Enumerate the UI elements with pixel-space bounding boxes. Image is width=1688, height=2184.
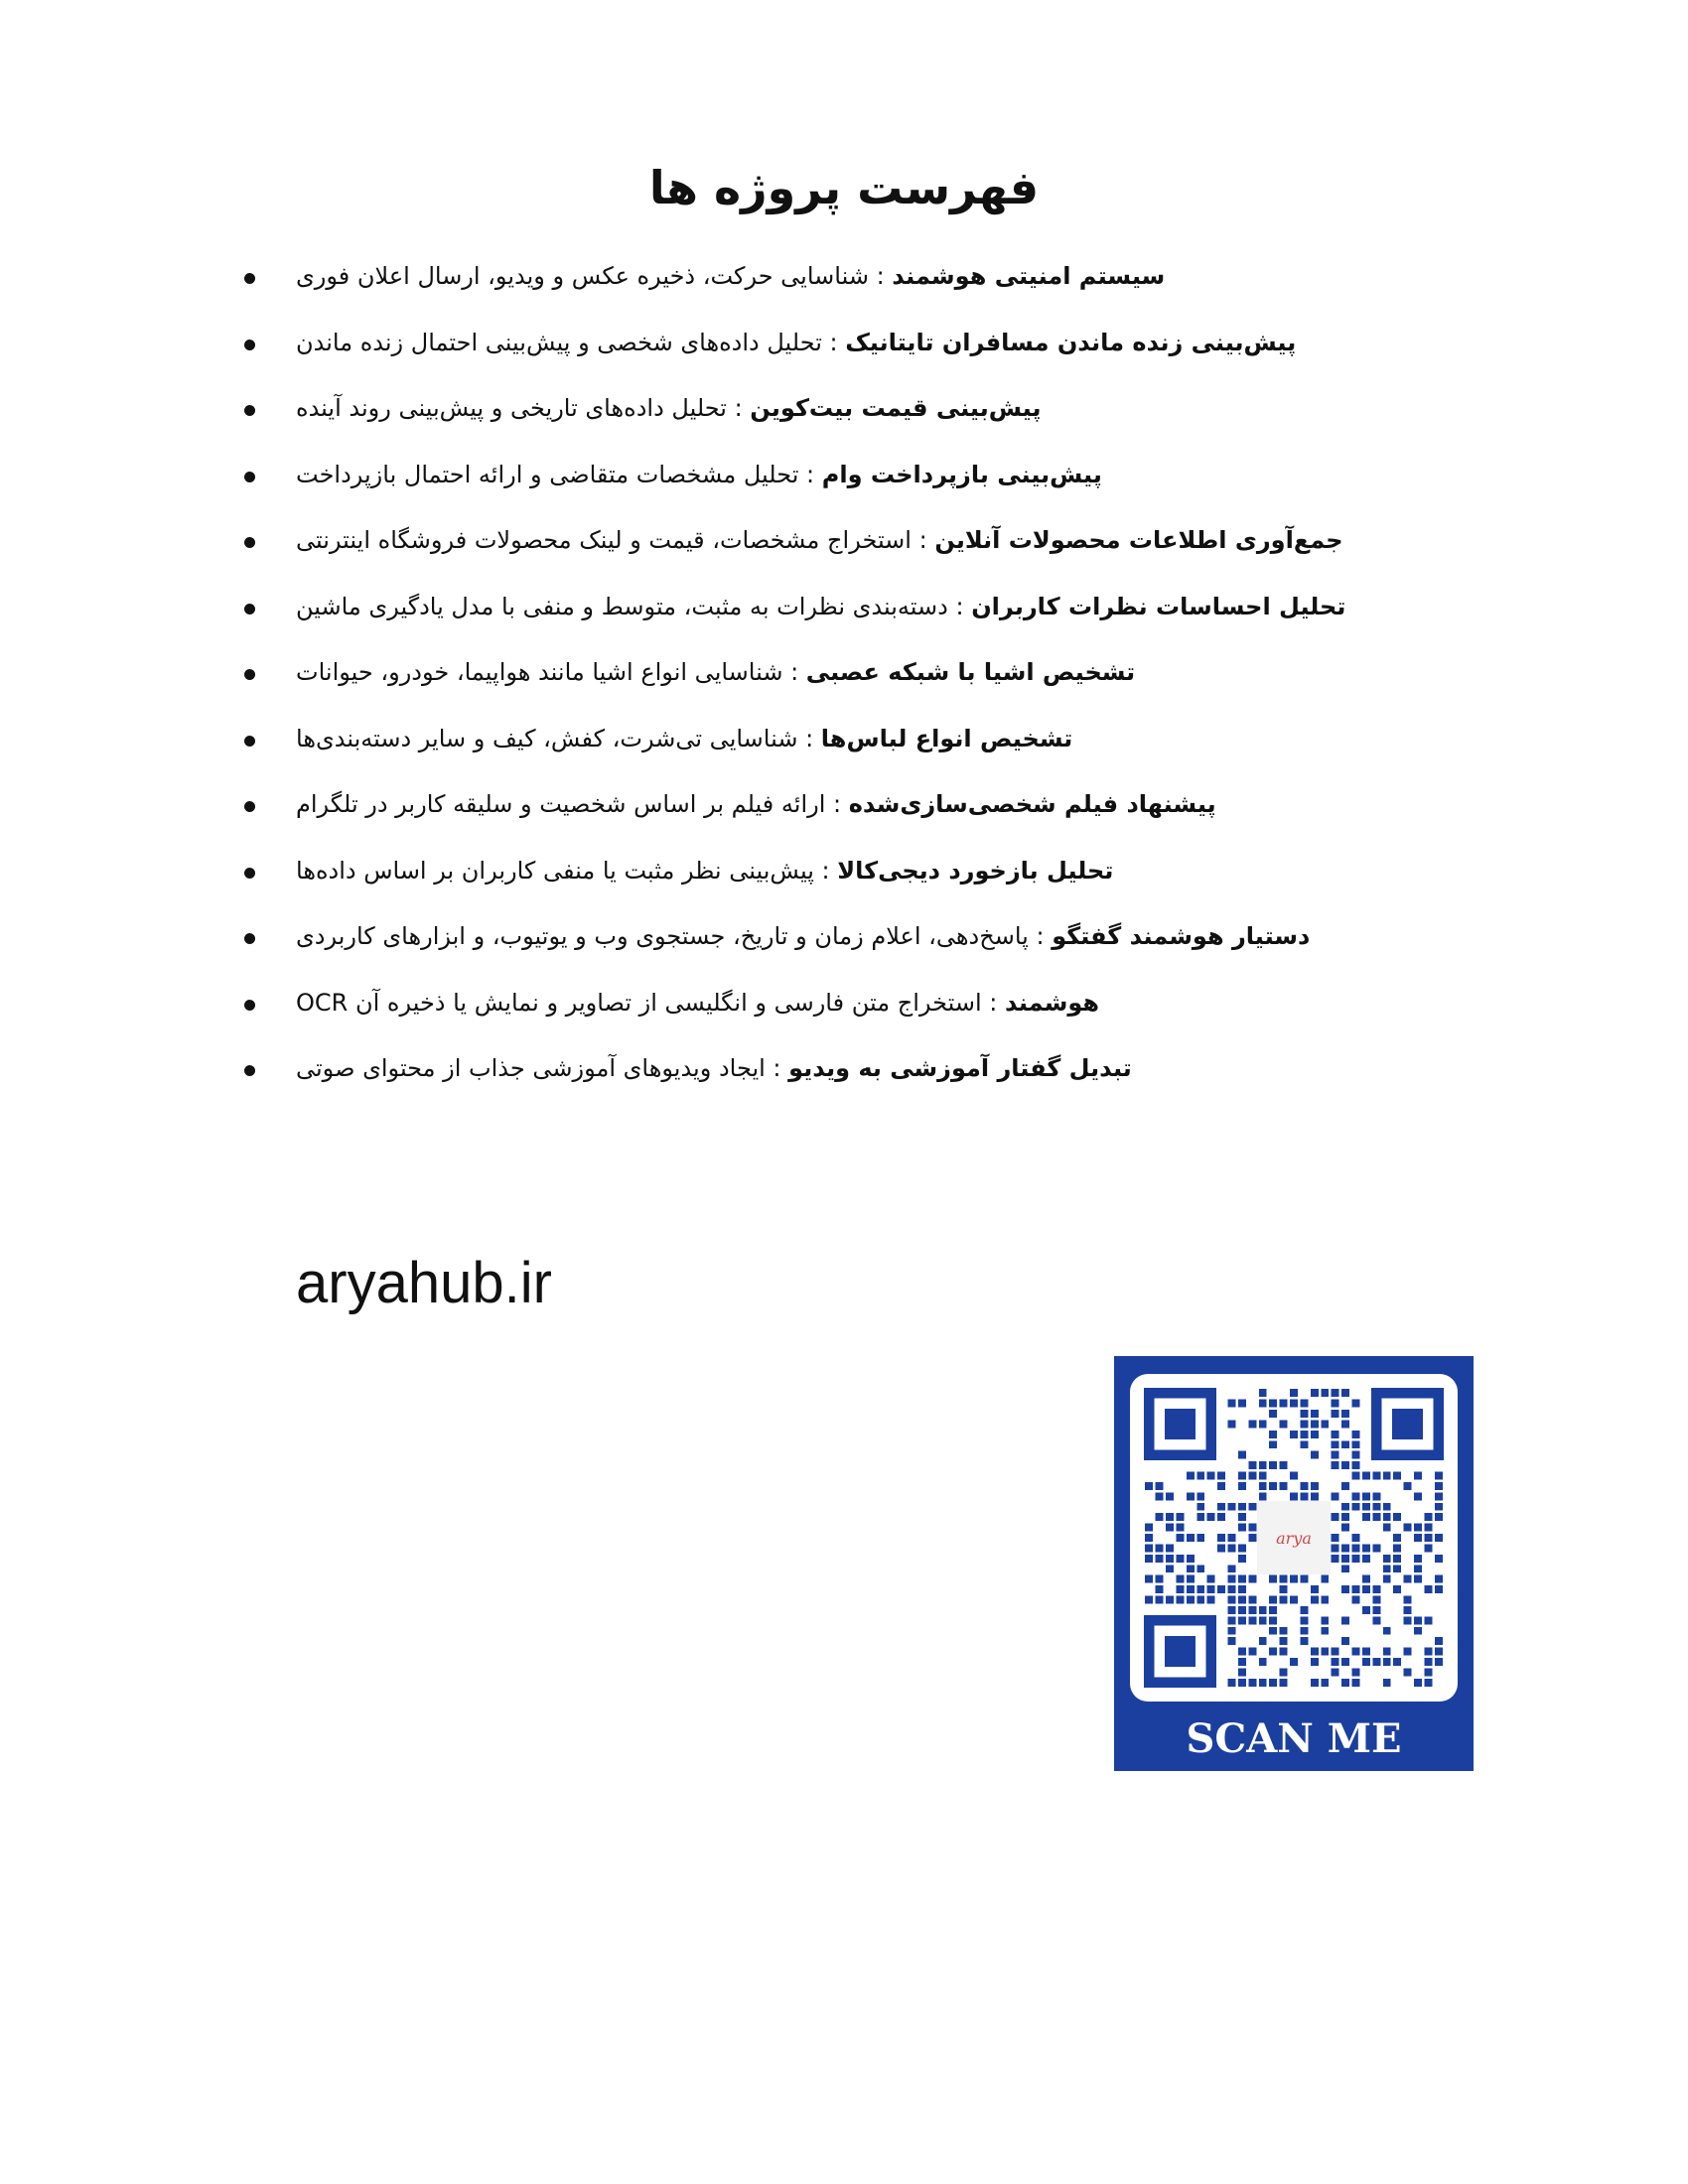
page-title: فهرست پروژه ها	[648, 161, 1040, 214]
bullet-icon	[244, 405, 255, 416]
project-title: تبدیل گفتار آموزشی به ویدیو	[788, 1054, 1132, 1082]
bullet-icon	[244, 868, 255, 879]
project-title: سیستم امنیتی هوشمند	[892, 262, 1166, 290]
list-item-text	[296, 253, 1410, 299]
project-title: پیش‌بینی بازپرداخت وام	[821, 460, 1102, 488]
separator: :	[798, 460, 822, 488]
bullet-icon	[244, 669, 255, 680]
project-title: هوشمند	[1004, 988, 1100, 1017]
bullet-icon	[244, 604, 255, 614]
list-item	[238, 1045, 1410, 1112]
bullet-icon	[244, 1065, 255, 1076]
project-title: تشخیص انواع لباس‌ها	[820, 724, 1073, 752]
separator: :	[1028, 922, 1053, 950]
project-description: استخراج مشخصات، قیمت و لینک محصولات فروشگاه اینترنتی	[296, 526, 912, 554]
project-title: دستیار هوشمند گفتگو	[1052, 922, 1311, 950]
project-description: شناسایی تی‌شرت، کفش، کیف و سایر دسته‌بندی‌ها	[296, 724, 798, 752]
list-item	[238, 517, 1410, 584]
project-title: تحلیل احساسات نظرات کاربران	[971, 592, 1346, 620]
separator: :	[947, 592, 972, 620]
list-item-text	[296, 781, 1410, 827]
bullet-icon	[244, 472, 255, 482]
bullet-icon	[244, 801, 255, 812]
project-description: پیش‌بینی نظر مثبت یا منفی کاربران بر اساس داده‌ها	[296, 856, 814, 885]
list-item	[238, 649, 1410, 716]
qr-code-card[interactable]	[1114, 1356, 1474, 1771]
project-title: تحلیل بازخورد دیجی‌کالا	[837, 856, 1114, 885]
project-description: شناسایی انواع اشیا مانند هواپیما، خودرو، حیوانات	[296, 658, 783, 686]
list-item-text	[296, 584, 1410, 629]
project-description: تحلیل داده‌های شخصی و پیش‌بینی احتمال زنده ماندن	[296, 328, 822, 356]
project-description: پاسخ‌دهی، اعلام زمان و تاریخ، جستجوی وب و یوتیوب، و ابزارهای کاربردی	[296, 922, 1029, 950]
list-item	[238, 253, 1410, 320]
separator: :	[782, 658, 806, 686]
project-title: جمع‌آوری اطلاعات محصولات آنلاین	[934, 526, 1343, 554]
bullet-icon	[244, 537, 255, 548]
list-item-text	[296, 848, 1410, 893]
project-title: پیش‌بینی زنده ماندن مسافران تایتانیک	[845, 328, 1297, 356]
list-item-text	[296, 320, 1410, 365]
bullet-icon	[244, 273, 255, 284]
list-item-text	[296, 517, 1410, 563]
project-title: پیشنهاد فیلم شخصی‌سازی‌شده	[848, 790, 1216, 818]
list-item	[238, 781, 1410, 848]
qr-code-panel	[1130, 1374, 1458, 1702]
list-item-text	[296, 1045, 1410, 1091]
scan-me-label: SCAN ME	[1186, 1715, 1402, 1762]
project-description: استخراج متن فارسی و انگلیسی از تصاویر و نمایش یا ذخیره آن OCR	[296, 988, 982, 1017]
list-item	[238, 584, 1410, 650]
separator: :	[868, 262, 893, 290]
project-description: ارائه فیلم بر اساس شخصیت و سلیقه کاربر در تلگرام	[296, 790, 826, 818]
website-link[interactable]: aryahub.ir	[296, 1251, 552, 1315]
list-item	[238, 320, 1410, 386]
list-item	[238, 385, 1410, 452]
separator: :	[821, 328, 846, 356]
separator: :	[981, 988, 1005, 1017]
bullet-icon	[244, 340, 255, 350]
separator: :	[825, 790, 849, 818]
list-item	[238, 980, 1410, 1046]
list-item-text	[296, 649, 1410, 695]
list-item-text	[296, 385, 1410, 431]
project-list	[238, 253, 1410, 1112]
project-title: تشخیص اشیا با شبکه عصبی	[805, 658, 1136, 686]
list-item	[238, 913, 1410, 980]
separator: :	[797, 724, 821, 752]
separator: :	[813, 856, 838, 885]
bullet-icon	[244, 736, 255, 747]
brand-logo: arya	[1257, 1501, 1331, 1574]
list-item-text	[296, 716, 1410, 761]
project-description: ایجاد ویدیوهای آموزشی جذاب از محتوای صوتی	[296, 1054, 766, 1082]
project-description: تحلیل داده‌های تاریخی و پیش‌بینی روند آینده	[296, 394, 727, 422]
bullet-icon	[244, 933, 255, 944]
separator: :	[765, 1054, 789, 1082]
project-title: پیش‌بینی قیمت بیت‌کوین	[750, 394, 1042, 422]
list-item	[238, 848, 1410, 914]
project-description: شناسایی حرکت، ذخیره عکس و ویدیو، ارسال اعلان فوری	[296, 262, 869, 290]
list-item	[238, 716, 1410, 782]
project-description: تحلیل مشخصات متقاضی و ارائه احتمال بازپرداخت	[296, 460, 799, 488]
list-item-text	[296, 913, 1410, 959]
bullet-icon	[244, 1000, 255, 1011]
list-item-text	[296, 452, 1410, 497]
list-item	[238, 452, 1410, 518]
separator: :	[911, 526, 935, 554]
project-description: دسته‌بندی نظرات به مثبت، متوسط و منفی با مدل یادگیری ماشین	[296, 592, 948, 620]
separator: :	[726, 394, 751, 422]
list-item-text	[296, 980, 1410, 1025]
